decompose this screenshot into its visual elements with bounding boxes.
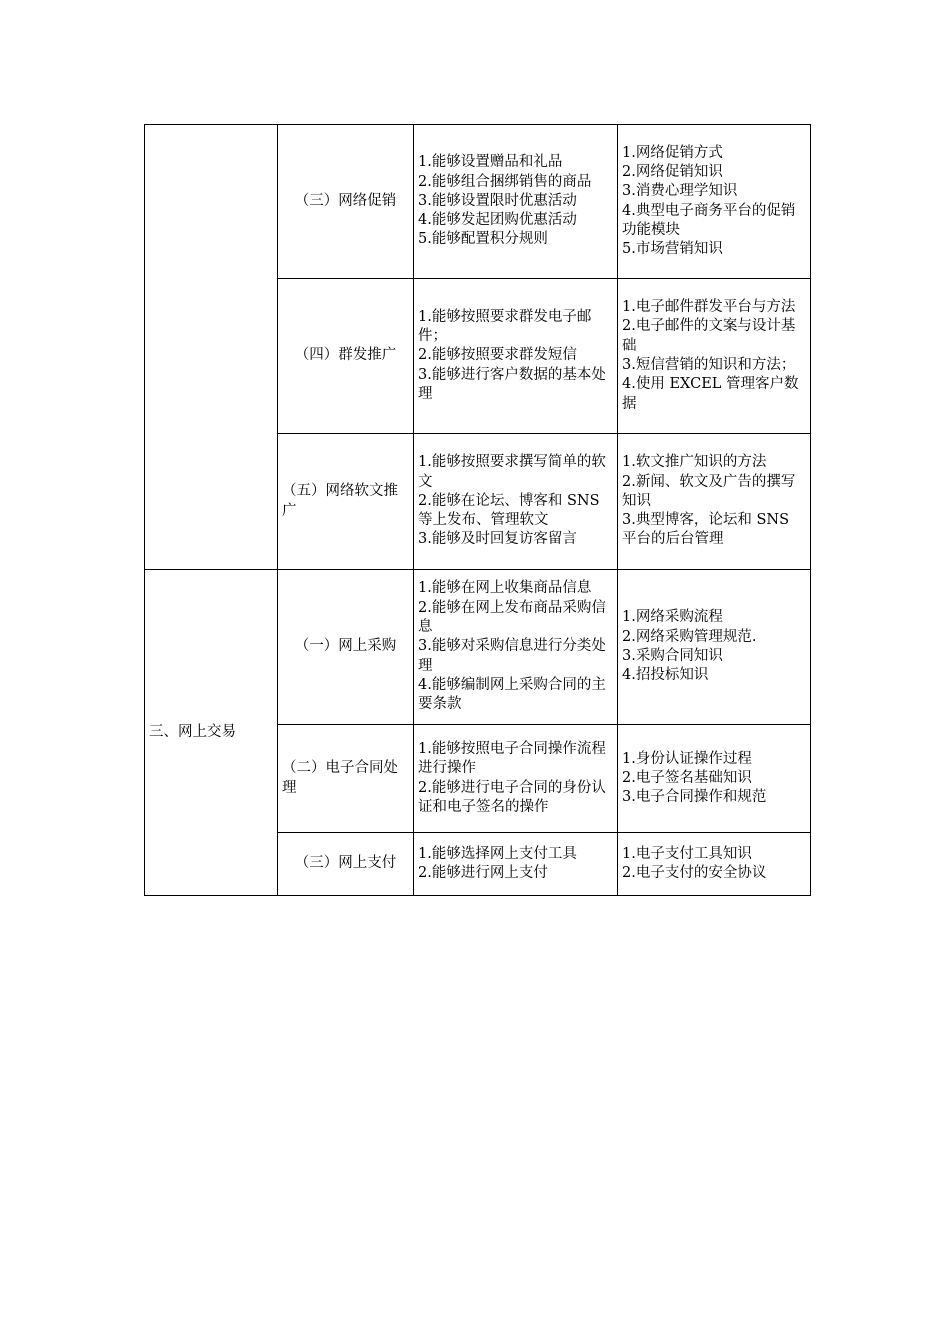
list-item: 2.电子支付的安全协议 bbox=[622, 865, 767, 881]
list-item: 2.能够进行网上支付 bbox=[418, 865, 548, 881]
list-item: 3.采购合同知识 bbox=[622, 648, 723, 664]
list-item: 4.能够编制网上采购合同的主要条款 bbox=[418, 676, 606, 713]
list-item: 1.电子支付工具知识 bbox=[622, 845, 752, 862]
list-item: 1.软文推广知识的方法 bbox=[622, 454, 767, 471]
knowledge-cell bbox=[618, 725, 811, 833]
list-item: 1.能够在网上收集商品信息 bbox=[418, 580, 592, 597]
knowledge-cell bbox=[618, 570, 811, 725]
knowledge-cell bbox=[618, 279, 811, 434]
list-item: 3.能够对采购信息进行分类处理 bbox=[418, 638, 606, 674]
list-item: 2.能够按照要求群发短信 bbox=[418, 347, 577, 364]
skills-cell bbox=[414, 570, 618, 725]
list-item: 4.能够发起团购优惠活动 bbox=[418, 212, 577, 229]
list-item: 2.网络采购管理规范. bbox=[622, 628, 757, 645]
category-cell bbox=[145, 125, 278, 570]
list-item: 3.典型博客，论坛和 SNS 平台的后台管理 bbox=[622, 512, 789, 548]
knowledge-cell bbox=[618, 125, 811, 279]
table-row bbox=[145, 125, 811, 279]
list-item: 2.能够组合捆绑销售的商品 bbox=[418, 173, 592, 190]
list-item: 1.身份认证操作过程 bbox=[622, 750, 752, 767]
skills-cell bbox=[414, 725, 618, 833]
list-item: 1.能够设置赠品和礼品 bbox=[418, 154, 563, 171]
subcategory-cell: （三）网络促销 bbox=[278, 125, 414, 279]
list-item: 3.短信营销的知识和方法； bbox=[622, 357, 796, 373]
list-item: 1.能够按照电子合同操作流程进行操作 bbox=[418, 740, 606, 777]
category-cell: 三、网上交易 bbox=[145, 570, 278, 896]
knowledge-cell bbox=[618, 434, 811, 570]
skills-cell bbox=[414, 434, 618, 570]
list-item: 2.新闻、软文及广告的撰写知识 bbox=[622, 473, 796, 509]
list-item: 3.能够及时回复访客留言 bbox=[418, 531, 577, 548]
list-item: 1.电子邮件群发平台与方法 bbox=[622, 299, 796, 316]
list-item: 4.招投标知识 bbox=[622, 667, 709, 684]
knowledge-cell bbox=[618, 833, 811, 896]
list-item: 5.市场营销知识 bbox=[622, 241, 723, 258]
list-item: 4.典型电子商务平台的促销功能模块 bbox=[622, 202, 796, 238]
list-item: 3.消费心理学知识 bbox=[622, 183, 738, 200]
subcategory-cell: （二）电子合同处理 bbox=[278, 725, 414, 833]
list-item: 4.使用 EXCEL 管理客户数据 bbox=[622, 376, 799, 412]
list-item: 1.网络采购流程 bbox=[622, 609, 723, 626]
list-item: 2.电子签名基础知识 bbox=[622, 769, 752, 786]
list-item: 2.能够在网上发布商品采购信息 bbox=[418, 599, 606, 636]
subcategory-cell: （一）网上采购 bbox=[278, 570, 414, 725]
subcategory-cell: （三）网上支付 bbox=[278, 833, 414, 896]
list-item: 3.能够设置限时优惠活动 bbox=[418, 192, 577, 209]
list-item: 3.电子合同操作和规范 bbox=[622, 789, 767, 806]
subcategory-cell: （四）群发推广 bbox=[278, 279, 414, 434]
list-item: 1.能够按照要求群发电子邮件； bbox=[418, 308, 592, 345]
skills-table bbox=[144, 124, 811, 896]
list-item: 5.能够配置积分规则 bbox=[418, 231, 548, 248]
list-item: 2.能够在论坛、博客和 SNS 等上发布、管理软文 bbox=[418, 492, 600, 529]
skills-cell bbox=[414, 279, 618, 434]
list-item: 1.能够按照要求撰写简单的软文 bbox=[418, 454, 606, 490]
table-row bbox=[145, 570, 811, 725]
list-item: 2.电子邮件的文案与设计基础 bbox=[622, 318, 796, 354]
list-item: 2.网络促销知识 bbox=[622, 163, 723, 180]
skills-cell bbox=[414, 125, 618, 279]
list-item: 3.能够进行客户数据的基本处理 bbox=[418, 366, 606, 402]
list-item: 2.能够进行电子合同的身份认证和电子签名的操作 bbox=[418, 779, 606, 815]
skills-cell bbox=[414, 833, 618, 896]
list-item: 1.网络促销方式 bbox=[622, 144, 723, 161]
list-item: 1.能够选择网上支付工具 bbox=[418, 845, 577, 862]
subcategory-cell: （五）网络软文推广 bbox=[278, 434, 414, 570]
